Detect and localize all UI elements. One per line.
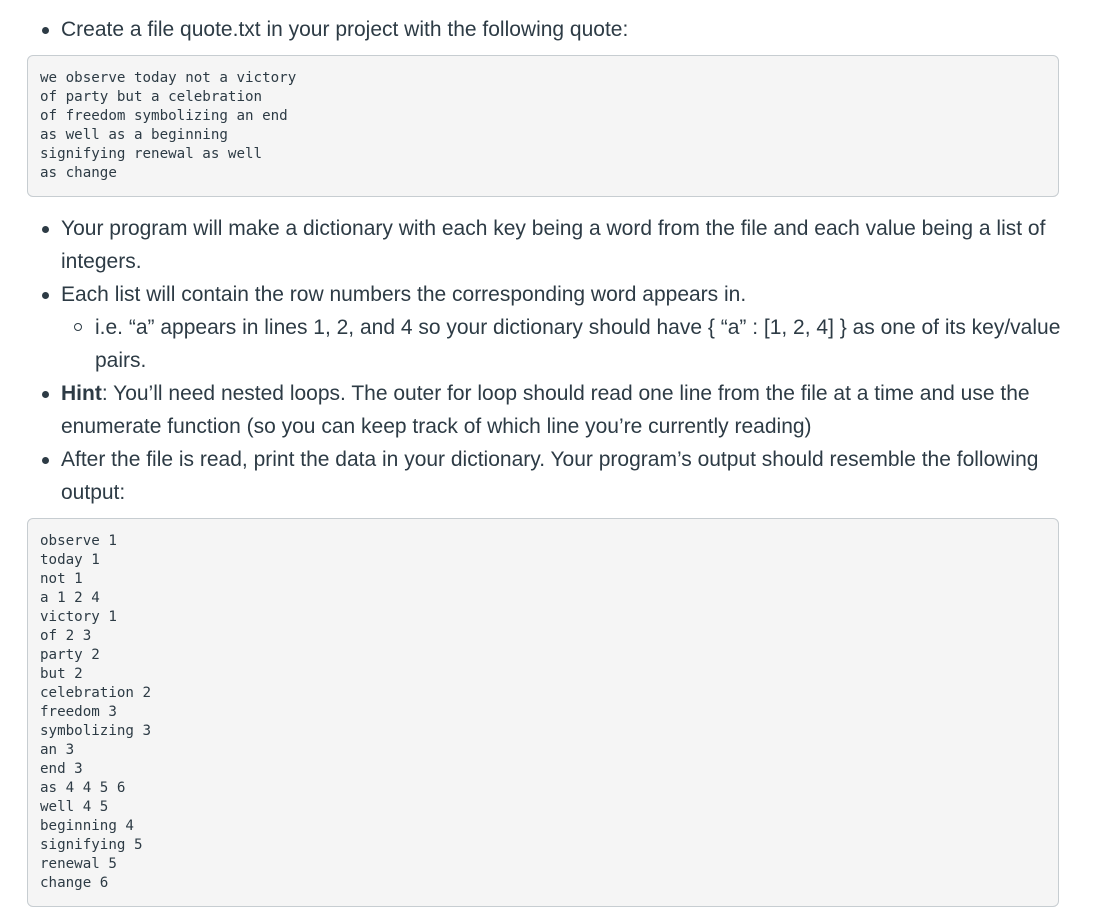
quote-code-block — [27, 55, 1059, 197]
example-sub-bullet: i.e. “a” appears in lines 1, 2, and 4 so your dictionary should have { “a” : [1, 2, 4] } as one of its key/value pairs. — [61, 311, 1085, 377]
output-line: observe 1 — [40, 533, 117, 549]
output-line: symbolizing 3 — [40, 723, 152, 739]
hint-text: : You’ll need nested loops. The outer for loop should read one line from the file at a time and use the enumerate function (so you can keep track of which line you’re currently reading) — [61, 382, 1030, 438]
output-line: celebration 2 — [40, 685, 152, 701]
dictionary-bullet — [0, 212, 1103, 278]
hint-label: Hint — [61, 382, 102, 405]
example-sublist — [61, 311, 1085, 377]
output-line: change 6 — [40, 875, 109, 891]
quote-line: as change — [40, 165, 117, 181]
quote-line: signifying renewal as well — [40, 146, 263, 162]
output-line: of 2 3 — [40, 628, 92, 644]
intro-list — [0, 13, 1103, 46]
dictionary-bullet-text: Your program will make a dictionary with each key being a word from the file and each value being a list of integers. — [61, 217, 1046, 273]
output-line: renewal 5 — [40, 856, 117, 872]
instructions-list — [0, 212, 1103, 509]
hint-bullet — [0, 377, 1103, 443]
row-numbers-bullet-text: Each list will contain the row numbers the corresponding word appears in. — [61, 283, 747, 306]
output-line: victory 1 — [40, 609, 117, 625]
quote-line: of freedom symbolizing an end — [40, 108, 288, 124]
output-line: signifying 5 — [40, 837, 143, 853]
quote-line: of party but a celebration — [40, 89, 263, 105]
quote-line: we observe today not a victory — [40, 70, 297, 86]
quote-line: as well as a beginning — [40, 127, 228, 143]
output-line: an 3 — [40, 742, 75, 758]
output-line: a 1 2 4 — [40, 590, 100, 606]
output-line: but 2 — [40, 666, 83, 682]
output-line: beginning 4 — [40, 818, 134, 834]
output-code-block — [27, 518, 1059, 907]
output-line: end 3 — [40, 761, 83, 777]
output-line: well 4 5 — [40, 799, 109, 815]
print-output-bullet — [0, 443, 1103, 509]
output-line: party 2 — [40, 647, 100, 663]
output-line: as 4 4 5 6 — [40, 780, 126, 796]
row-numbers-bullet — [0, 278, 1103, 377]
print-output-bullet-text: After the file is read, print the data in your dictionary. Your program’s output should resemble the following output: — [61, 448, 1039, 504]
output-line: not 1 — [40, 571, 83, 587]
output-line: freedom 3 — [40, 704, 117, 720]
intro-bullet: Create a file quote.txt in your project with the following quote: — [0, 13, 1103, 46]
output-line: today 1 — [40, 552, 100, 568]
